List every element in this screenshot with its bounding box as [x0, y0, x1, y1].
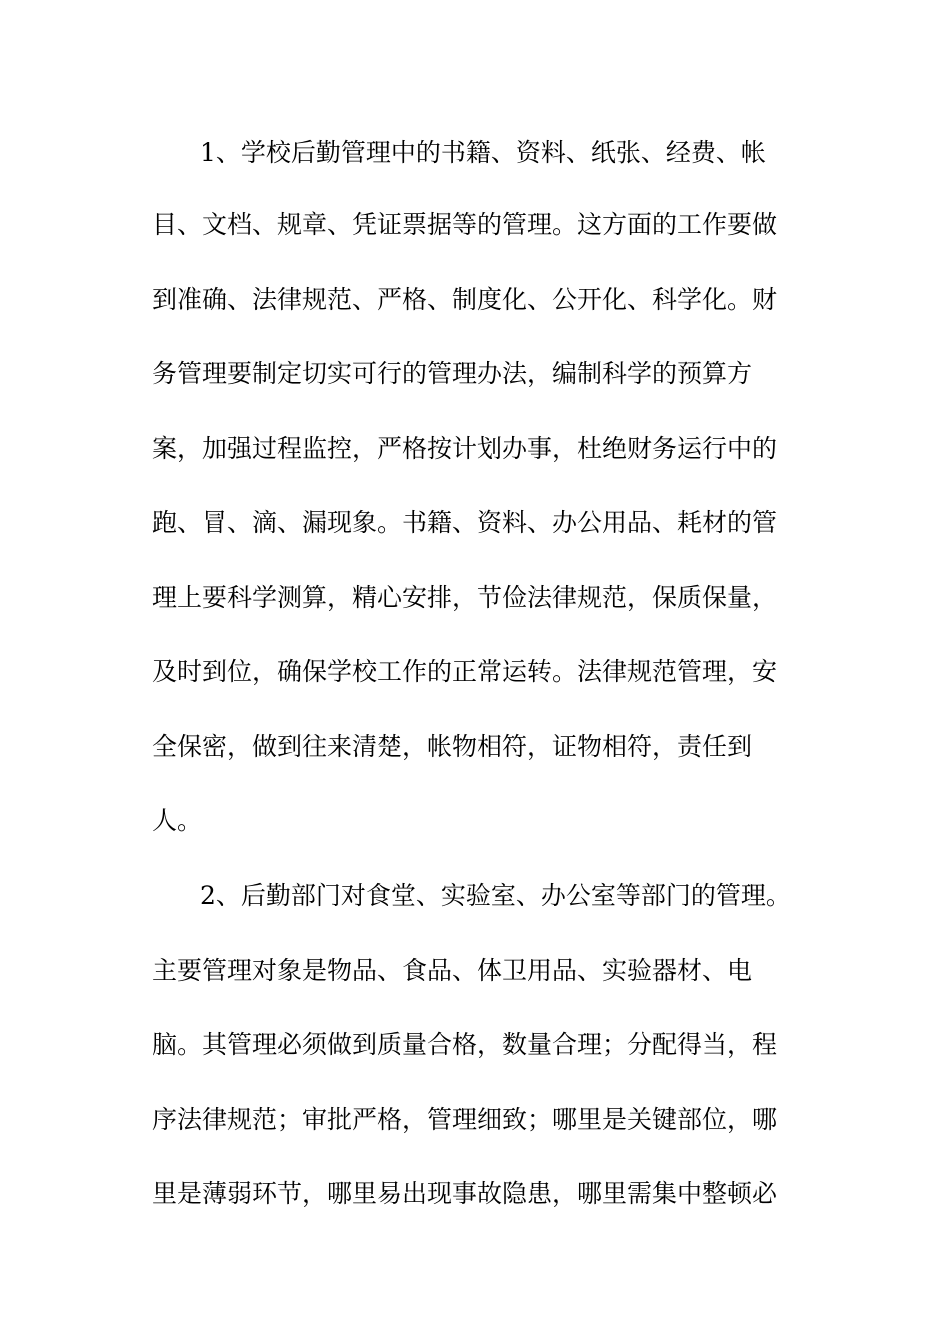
paragraph-line: 人。 [152, 806, 203, 835]
paragraph-line: 案，加强过程监控，严格按计划办事，杜绝财务运行中的 [152, 434, 778, 463]
paragraph-line: 跑、冒、滴、漏现象。书籍、资料、办公用品、耗材的管 [152, 508, 778, 537]
paragraph-line: 主要管理对象是物品、食品、体卫用品、实验器材、电 [152, 956, 753, 985]
paragraph-line: 及时到位，确保学校工作的正常运转。法律规范管理，安 [152, 657, 778, 686]
paragraph-line: 理上要科学测算，精心安排，节俭法律规范，保质保量， [152, 583, 778, 612]
paragraph-line: 2、后勤部门对食堂、实验室、办公室等部门的管理。 [200, 881, 791, 910]
paragraph-line: 序法律规范；审批严格，管理细致；哪里是关键部位，哪 [152, 1105, 778, 1134]
paragraph-line: 全保密，做到往来清楚，帐物相符，证物相符，责任到 [152, 732, 753, 761]
paragraph-line: 脑。其管理必须做到质量合格，数量合理；分配得当，程 [152, 1030, 778, 1059]
paragraph-line: 务管理要制定切实可行的管理办法，编制科学的预算方 [152, 359, 753, 388]
paragraph-line: 里是薄弱环节，哪里易出现事故隐患，哪里需集中整顿必 [152, 1179, 778, 1208]
paragraph-line: 目、文档、规章、凭证票据等的管理。这方面的工作要做 [152, 210, 778, 239]
paragraph-line: 到准确、法律规范、严格、制度化、公开化、科学化。财 [152, 285, 778, 314]
paragraph-line: 1、学校后勤管理中的书籍、资料、纸张、经费、帐 [200, 138, 766, 167]
